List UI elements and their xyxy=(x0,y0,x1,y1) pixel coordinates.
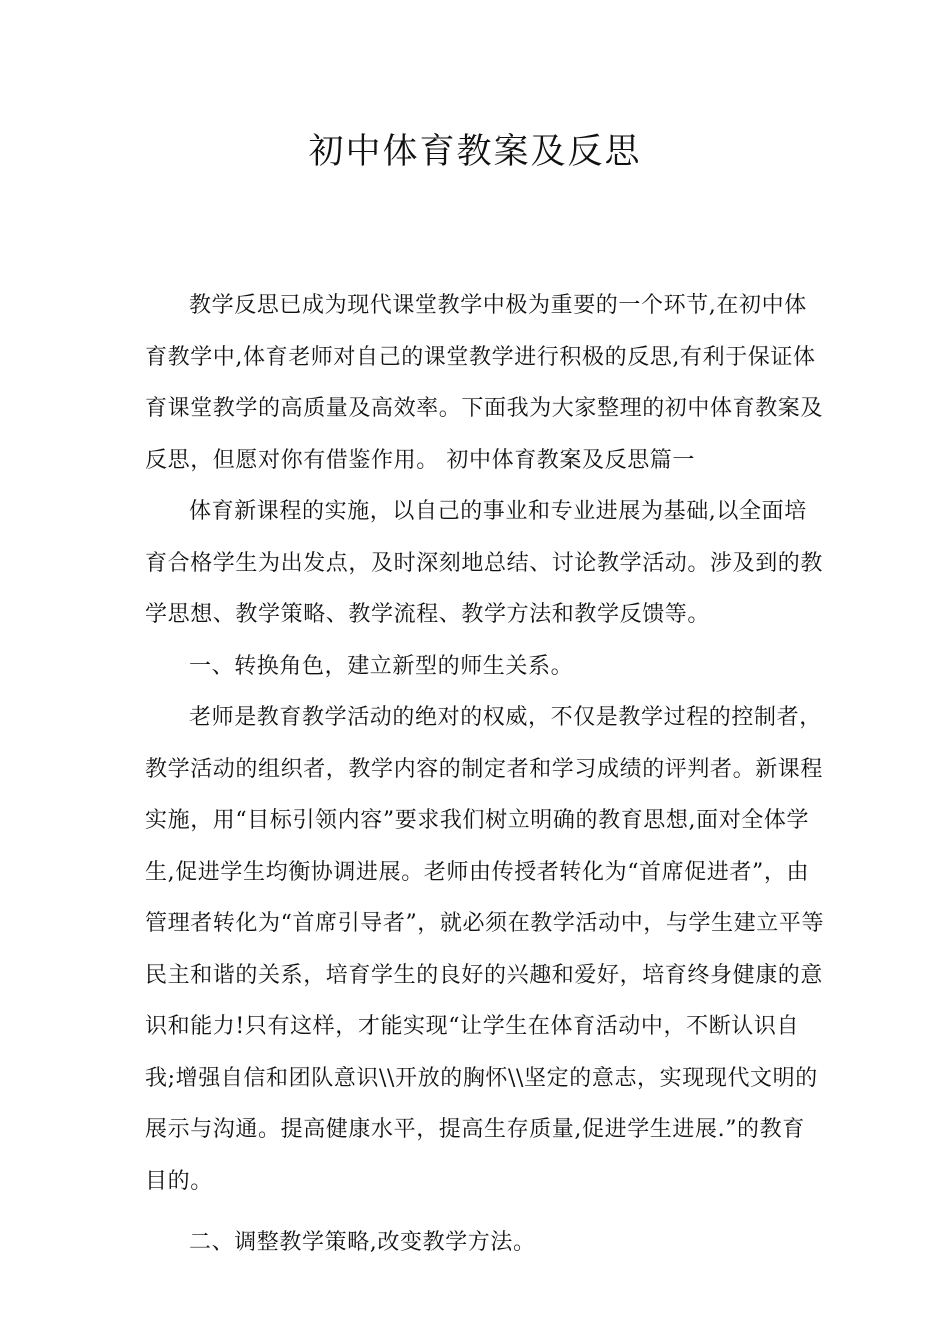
section-heading-2: 二、调整教学策略,改变教学方法。 xyxy=(189,1230,536,1255)
section-heading-1: 一、转换角色，建立新型的师生关系。 xyxy=(189,653,574,679)
paragraph-teacher-role: 老师是教育教学活动的绝对的权威，不仅是教学过程的控制者，教学活动的组织者，教学内容的制定者和学习成绩的评判者。新课程实施，用“目标引领内容”要求我们树立明确的教育思想,面对全体学生,促进学生均衡协调进展。老师由传授者转化为“首席促进者”，由管理者转化为“首席引导者”，就必须在教学活动中，与学生建立平等民主和谐的关系，培育学生的良好的兴趣和爱好，培育终身健康的意识和能力!只有这样，才能实现“让学生在体育活动中，不断认识自我;增强自信和团队意识\\开放的胸怀\\坚定的意志，实现现代文明的展示与沟通。提高健康水平，提高生存质量,促进学生进展.”的教育目的。 xyxy=(145,705,825,1194)
paragraph-intro: 教学反思已成为现代课堂教学中极为重要的一个环节,在初中体育教学中,体育老师对自己的课堂教学进行积极的反思,有利于保证体育课堂教学的高质量及高效率。下面我为大家整理的初中体育教案及反思，但愿对你有借鉴作用。 初中体育教案及反思篇一 xyxy=(145,293,824,473)
document-body xyxy=(145,280,827,1269)
document-title: 初中体育教案及反思 xyxy=(308,132,642,172)
paragraph-new-curriculum: 体育新课程的实施，以自己的事业和专业进展为基础,以全面培育合格学生为出发点，及时深刻地总结、讨论教学活动。涉及到的教学思想、教学策略、教学流程、教学方法和教学反馈等。 xyxy=(145,499,824,627)
